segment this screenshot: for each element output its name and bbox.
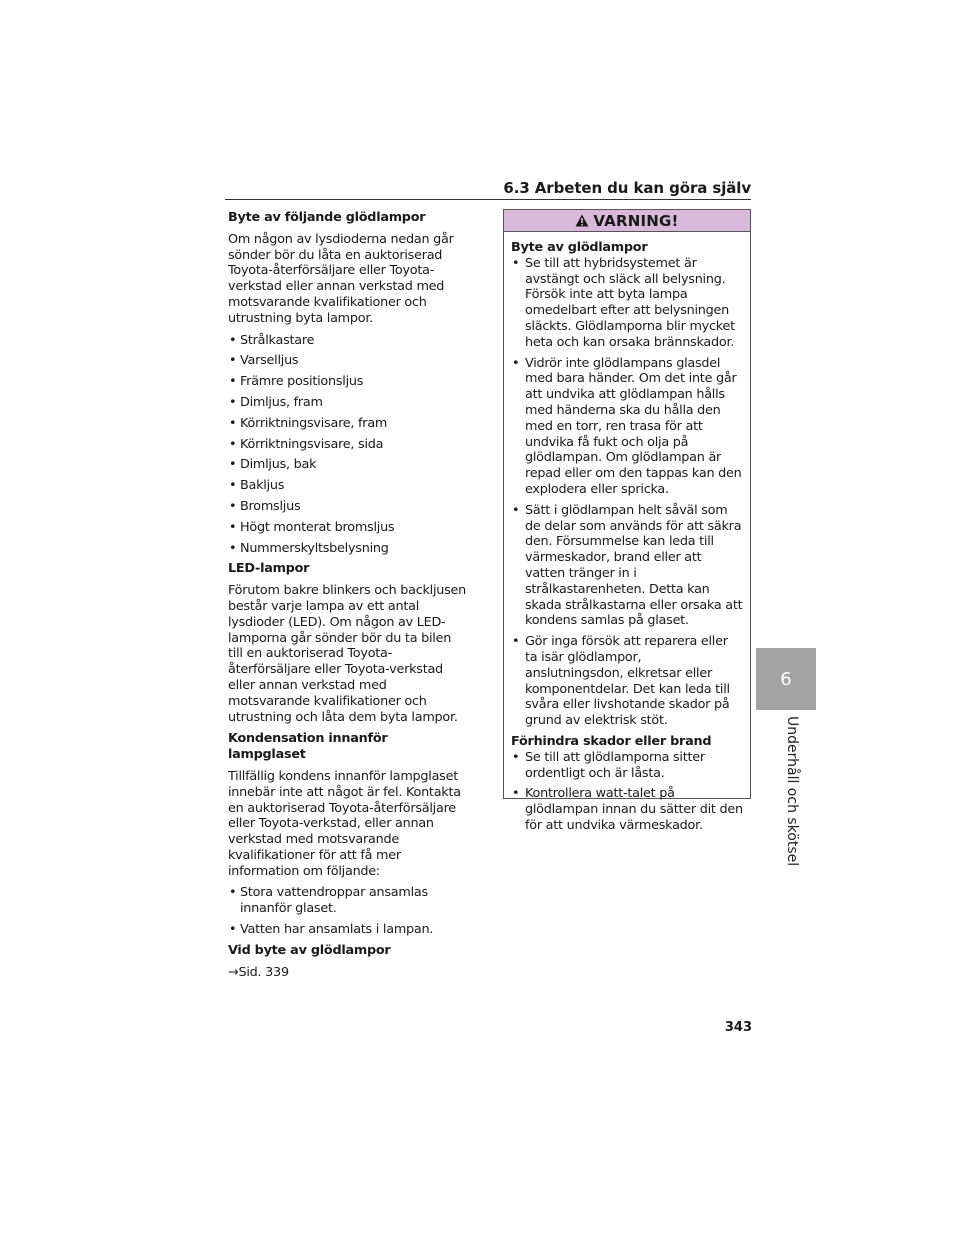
bullet: •: [512, 749, 520, 765]
list-item: • Vatten har ansamlats i lampan.: [229, 922, 434, 938]
bullet: •: [512, 502, 520, 518]
list-item: • Vidrör inte glödlampans glasdel med bara händer. Om det inte går att undvika att glödlampan hålls med händerna ska du hålla den med en torr, ren trasa för att undvika få fukt och olja på glödlampan. Om glödlampan är repad eller om den tappas kan den explodera eller spricka.: [512, 355, 742, 497]
lamp-list: [228, 333, 468, 557]
condensation-text: Tillfällig kondens innanför lampglaset innebär inte att något är fel. Kontakta en auktoriserad Toyota-återförsäljare eller Toyota-verkstad, eller annan verkstad med motsvarande kvalifikationer för att få mer information om följande:: [228, 768, 461, 879]
warning-subheading: Byte av glödlampor: [511, 240, 648, 255]
list-item: • Se till att glödlamporna sitter ordentligt och är låsta.: [512, 749, 705, 781]
page-header: [225, 178, 751, 200]
list-item: • Se till att hybridsystemet är avstängt och släck all belysning. Försök inte att byta lampa omedelbart efter att belysningen släckts. Glödlamporna blir mycket heta och kan orsaka brännskador.: [512, 255, 735, 350]
list-item: • Sätt i glödlampan helt såväl som de delar som används för att säkra den. Försummelse kan leda till värmeskador, brand eller att vatten tränger in i strålkastarenheten. Detta kan skada strålkastarna eller orsaka att kondens samlas på glaset.: [512, 502, 743, 629]
chapter-number: 6: [780, 668, 792, 690]
condensation-list: [228, 885, 468, 937]
led-text: Förutom bakre blinkers och backljusen består varje lampa av ett antal lysdioder (LED). Om någon av LED-lamporna går sönder bör du ta bilen till en auktoriserad Toyota-återförsäljare eller Toyota-verkstad eller annan verkstad med motsvarande kvalifikationer och utrustning och låta dem byta lampor.: [228, 583, 467, 725]
warning-box: [503, 209, 751, 833]
bullet: •: [229, 922, 237, 938]
bullet: •: [512, 634, 520, 650]
bullet: •: [512, 786, 520, 802]
bullet: •: [229, 415, 237, 431]
bulb-replacement-intro: Om någon av lysdioderna nedan går sönder bör du låta en auktoriserad Toyota-återförsäljare eller Toyota-verkstad eller annan verkstad med motsvarande kvalifikationer och utrustning byta lampor.: [228, 231, 454, 326]
list-item: • Främre positionsljus: [229, 374, 364, 390]
bullet: •: [229, 885, 237, 901]
warning-triangle-icon: [575, 214, 589, 227]
warning-body: [504, 232, 750, 845]
bullet: •: [229, 519, 237, 535]
chapter-tab[interactable]: [756, 648, 816, 710]
list-item: • Högt monterat bromsljus: [229, 519, 395, 535]
warning-list: [511, 750, 743, 834]
bullet: •: [229, 394, 237, 410]
list-item: • Varselljus: [229, 353, 299, 369]
list-item: • Bakljus: [229, 478, 285, 494]
section-title: 6.3 Arbeten du kan göra själv: [503, 179, 751, 197]
list-item: • Dimljus, bak: [229, 457, 317, 473]
bullet: •: [229, 498, 237, 514]
warning-subheading: Förhindra skador eller brand: [511, 733, 712, 749]
list-item: • Körriktningsvisare, sida: [229, 436, 384, 452]
bullet: •: [229, 457, 237, 473]
bulb-replacement-heading: Byte av följande glödlampor: [228, 210, 426, 225]
bullet: •: [229, 540, 237, 556]
list-item: • Gör inga försök att reparera eller ta isär glödlampor, anslutningsdon, elkretsar eller komponentdelar. Det kan leda till svåra eller livshotande skador på grund av elektrisk stöt.: [512, 634, 730, 729]
bullet: •: [229, 478, 237, 494]
bullet: •: [229, 353, 237, 369]
list-item: • Stora vattendroppar ansamlas innanför glaset.: [229, 885, 428, 917]
bullet: •: [512, 355, 520, 371]
warning-header: [504, 210, 750, 232]
left-column: [228, 210, 468, 986]
bullet: •: [229, 332, 237, 348]
condensation-heading: Kondensation innanför lampglaset: [228, 731, 388, 763]
header-divider: [225, 199, 751, 200]
replace-heading: Vid byte av glödlampor: [228, 942, 391, 958]
warning-list: [511, 256, 743, 729]
warning-title: VARNING!: [593, 211, 679, 230]
page-reference-link[interactable]: →Sid. 339: [228, 964, 289, 980]
bullet: •: [229, 436, 237, 452]
list-item: • Körriktningsvisare, fram: [229, 415, 388, 431]
list-item: • Nummerskyltsbelysning: [229, 540, 389, 556]
chapter-label: Underhåll och skötsel: [784, 716, 800, 867]
list-item: • Dimljus, fram: [229, 394, 323, 410]
list-item: • Kontrollera watt-talet på glödlampan innan du sätter dit den för att undvika värmeskador.: [512, 786, 743, 833]
led-heading: LED-lampor: [228, 561, 310, 577]
page-number: 343: [724, 1020, 752, 1035]
list-item: • Strålkastare: [229, 332, 315, 348]
bullet: •: [229, 374, 237, 390]
bullet: •: [512, 255, 520, 271]
list-item: • Bromsljus: [229, 498, 301, 514]
